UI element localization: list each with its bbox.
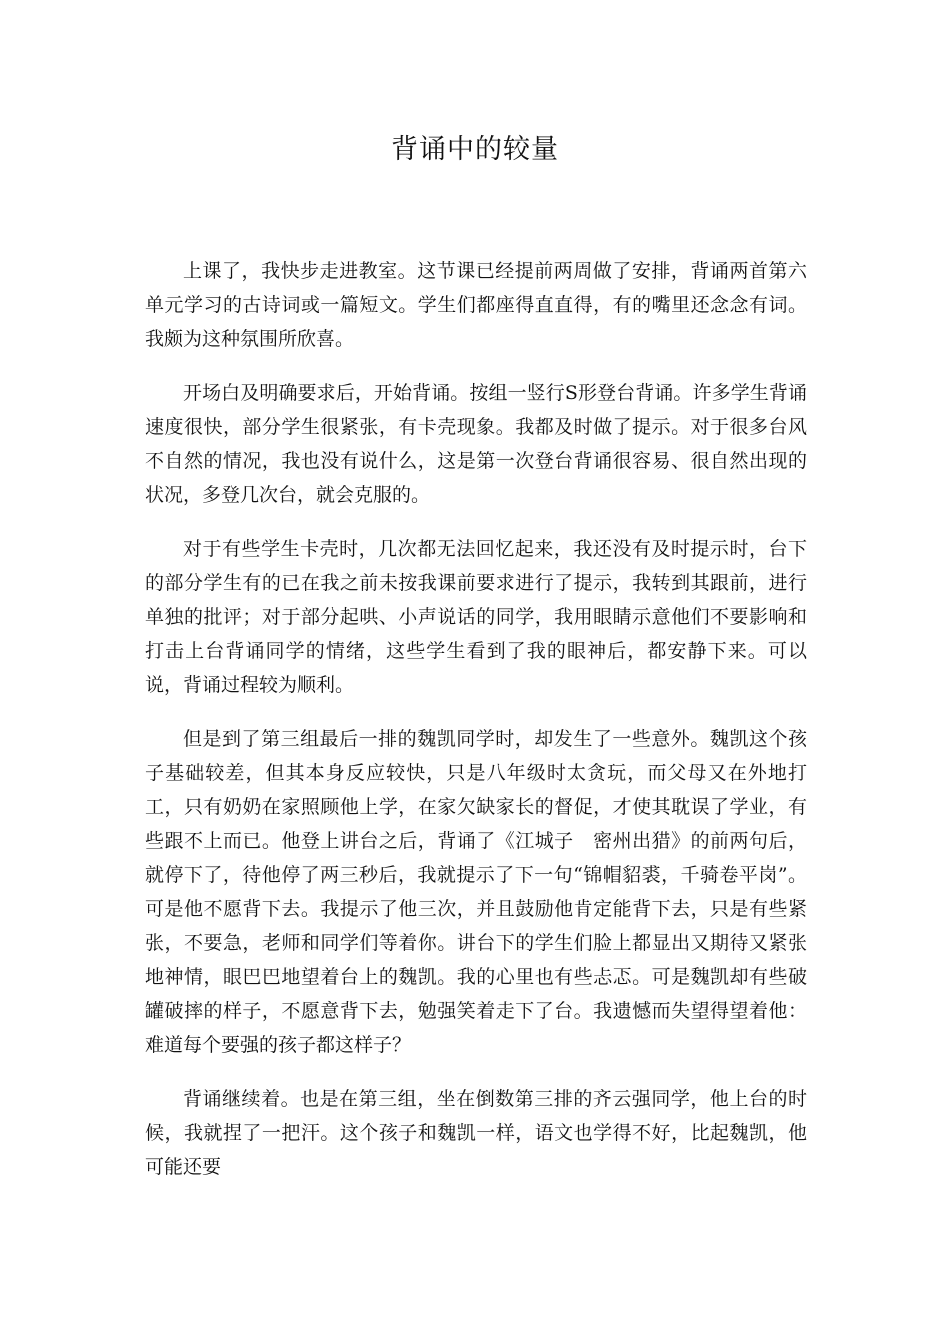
paragraph-1: 上课了，我快步走进教室。这节课已经提前两周做了安排，背诵两首第六单元学习的古诗词或一篇短文。学生们都座得直直得，有的嘴里还念念有词。我颇为这种氛围所欣喜。 (145, 260, 807, 350)
document-title: 背诵中的较量 (391, 134, 559, 165)
paragraph-5: 背诵继续着。也是在第三组，坐在倒数第三排的齐云强同学，他上台的时候，我就捏了一把汗。这个孩子和魏凯一样，语文也学得不好，比起魏凯，他可能还要 (145, 1088, 807, 1178)
document-body (145, 254, 807, 1204)
paragraph-4: 但是到了第三组最后一排的魏凯同学时，却发生了一些意外。魏凯这个孩子基础较差，但其本身反应较快，只是八年级时太贪玩，而父母又在外地打工，只有奶奶在家照顾他上学，在家欠缺家长的督促，才使其耽误了学业，有些跟不上而已。他登上讲台之后，背诵了《江城子 密州出猎》的前两句后，就停下了，待他停了两三秒后，我就提示了下一句“锦帽貂裘，千骑卷平岗”。可是他不愿背下去。我提示了他三次，并且鼓励他肯定能背下去，只是有些紧张，不要急，老师和同学们等着你。讲台下的学生们脸上都显出又期待又紧张地神情，眼巴巴地望着台上的魏凯。我的心里也有些忐忑。可是魏凯却有些破罐破摔的样子，不愿意背下去，勉强笑着走下了台。我遗憾而失望得望着他：难道每个要强的孩子都这样子？ (145, 728, 807, 1056)
paragraph-3: 对于有些学生卡壳时，几次都无法回忆起来，我还没有及时提示时，台下的部分学生有的已在我之前未按我课前要求进行了提示，我转到其跟前，进行单独的批评；对于部分起哄、小声说话的同学，我用眼睛示意他们不要影响和打击上台背诵同学的情绪，这些学生看到了我的眼神后，都安静下来。可以说，背诵过程较为顺利。 (145, 538, 807, 696)
paragraph-2: 开场白及明确要求后，开始背诵。按组一竖行S形登台背诵。许多学生背诵速度很快，部分学生很紧张，有卡壳现象。我都及时做了提示。对于很多台风不自然的情况，我也没有说什么，这是第一次登台背诵很容易、很自然出现的状况，多登几次台，就会克服的。 (145, 382, 807, 506)
